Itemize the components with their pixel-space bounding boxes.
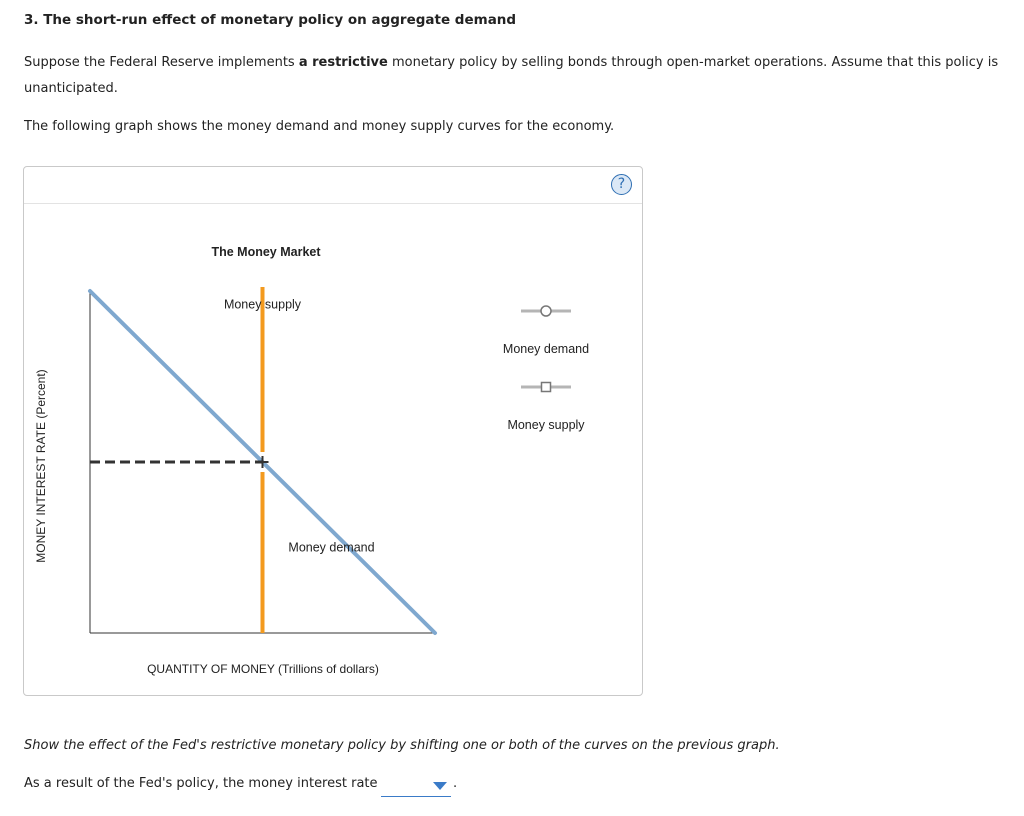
- chart-title: The Money Market: [211, 245, 321, 259]
- legend-label: Money supply: [507, 418, 585, 432]
- legend-circle-marker[interactable]: [541, 306, 551, 316]
- question-title: 3. The short-run effect of monetary policy on aggregate demand: [24, 12, 517, 28]
- intro-text-start: Suppose the Federal Reserve implements: [24, 55, 299, 70]
- graph-intro: The following graph shows the money demand and money supply curves for the economy.: [24, 119, 615, 134]
- graph-panel: [23, 166, 643, 696]
- legend-square-marker[interactable]: [542, 383, 551, 392]
- answer-period: .: [453, 776, 458, 791]
- y-axis-label: MONEY INTEREST RATE (Percent): [34, 369, 48, 563]
- legend-label: Money demand: [502, 342, 590, 356]
- plot-area: [90, 287, 435, 633]
- instruction-text: Show the effect of the Fed's restrictive monetary policy by shifting one or both of the curves on the previous graph.: [24, 738, 780, 753]
- money-demand-curve-label: Money demand: [288, 540, 375, 555]
- x-axis-label: QUANTITY OF MONEY (Trillions of dollars): [147, 662, 379, 676]
- help-icon[interactable]: ?: [611, 174, 632, 195]
- money-market-graph: [24, 167, 644, 697]
- money-supply-curve-label: Money supply: [223, 297, 302, 312]
- question-intro: [24, 50, 1014, 102]
- answer-prompt: As a result of the Fed's policy, the money interest rate: [24, 776, 378, 791]
- interest-rate-dropdown[interactable]: [381, 778, 451, 797]
- legend: [503, 306, 589, 432]
- intro-text-end: monetary policy by selling bonds through open-market operations. Assume that this policy is unanticipated.: [24, 55, 999, 96]
- intro-text-bold: a restrictive: [298, 55, 388, 70]
- chevron-down-icon[interactable]: [433, 782, 447, 790]
